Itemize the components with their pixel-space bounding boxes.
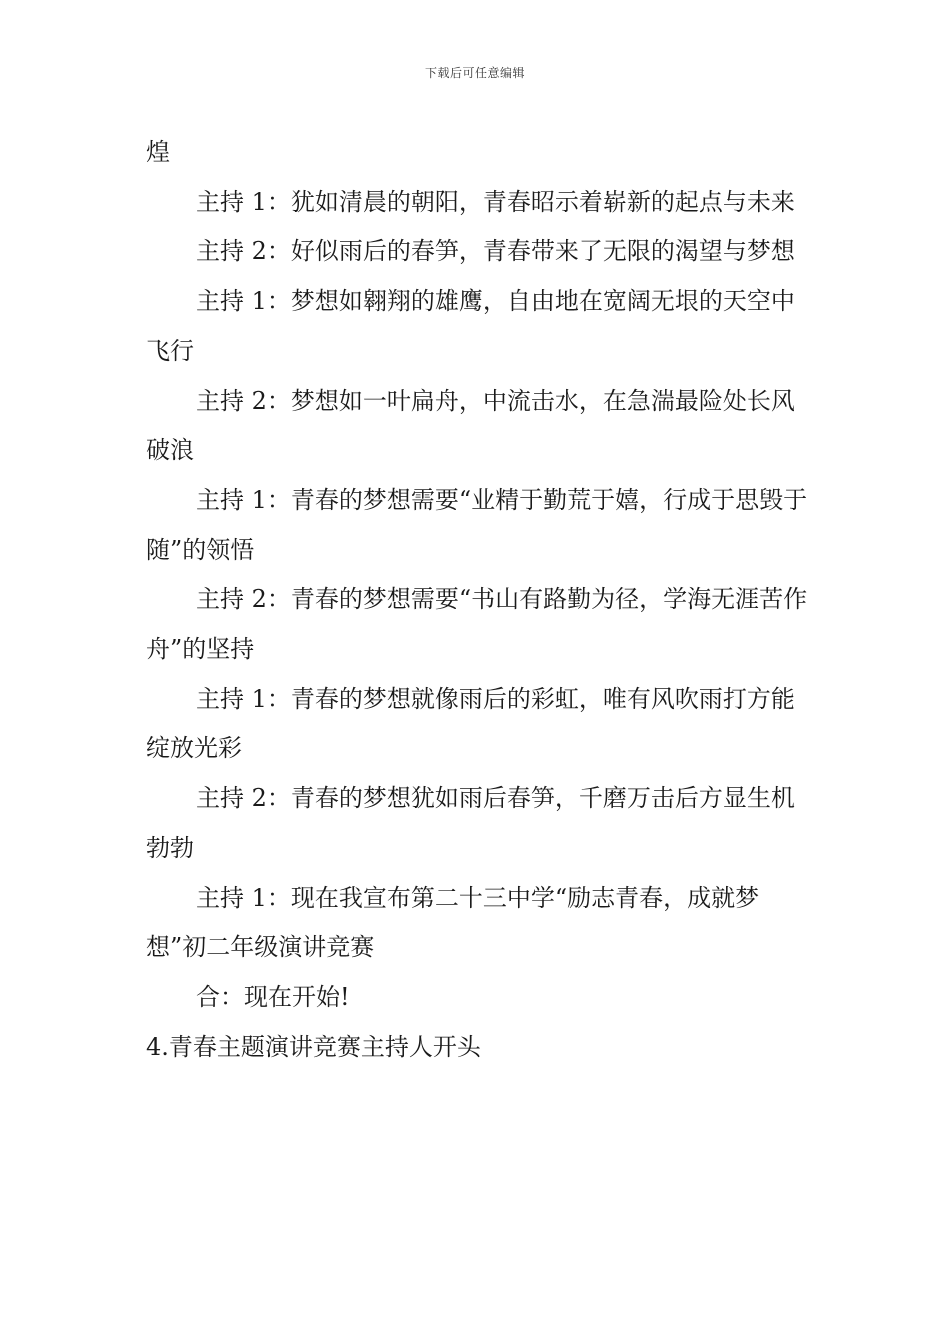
paragraph-host-2: 主持 2：青春的梦想需要“书山有路勤为径，学海无涯苦作舟”的坚持 — [146, 585, 808, 664]
paragraph-continuation: 煌 — [146, 138, 170, 166]
paragraph-host-1: 主持 1：犹如清晨的朝阳，青春昭示着崭新的起点与未来 — [196, 187, 795, 216]
paragraph-together: 合：现在开始! — [196, 982, 350, 1011]
page-header: 下载后可任意编辑 — [424, 66, 525, 80]
paragraph-host-1: 主持 1：青春的梦想就像雨后的彩虹，唯有风吹雨打方能绽放光彩 — [146, 684, 795, 763]
section-heading: 4.青春主题演讲竞赛主持人开头 — [146, 1032, 481, 1061]
paragraph-host-1: 主持 1：现在我宣布第二十三中学“励志青春，成就梦想”初二年级演讲竞赛 — [146, 883, 760, 962]
paragraph-host-2: 主持 2：梦想如一叶扁舟，中流击水，在急湍最险处长风破浪 — [146, 386, 795, 465]
paragraph-host-1: 主持 1：梦想如翱翔的雄鹰，自由地在宽阔无垠的天空中飞行 — [146, 287, 795, 365]
paragraph-host-1: 主持 1：青春的梦想需要“业精于勤荒于嬉，行成于思毁于随”的领悟 — [146, 485, 808, 564]
paragraph-host-2: 主持 2：好似雨后的春笋，青春带来了无限的渴望与梦想 — [196, 237, 795, 266]
paragraph-host-2: 主持 2：青春的梦想犹如雨后春笋，千磨万击后方显生机勃勃 — [146, 784, 795, 862]
document-body — [146, 128, 810, 1072]
